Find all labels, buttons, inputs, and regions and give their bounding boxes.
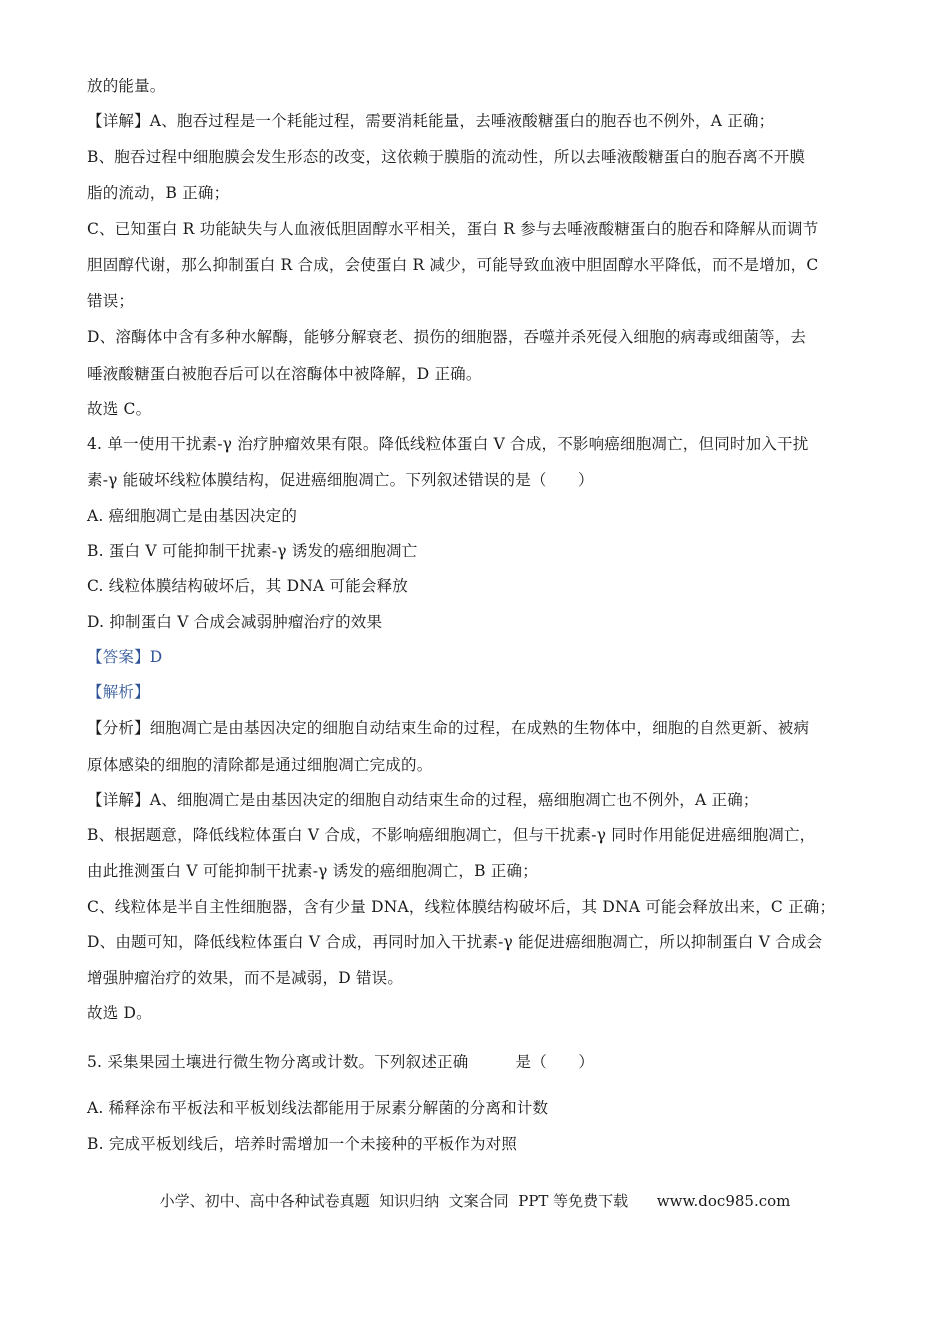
option-a: A. 癌细胞凋亡是由基因决定的 <box>87 507 298 525</box>
text-line: 胆固醇代谢，那么抑制蛋白 R 合成，会使蛋白 R 减少，可能导致血液中胆固醇水平降低，而不是增加，C <box>87 256 819 274</box>
text-line: C、已知蛋白 R 功能缺失与人血液低胆固醇水平相关，蛋白 R 参与去唾液酸糖蛋白的胞吞和降解从而调节 <box>87 220 819 238</box>
text-line: 故选 D。 <box>87 1004 152 1022</box>
text-line: D、由题可知，降低线粒体蛋白 V 合成，再同时加入干扰素-γ 能促进癌细胞凋亡，所以抑制蛋白 V 合成会 <box>87 933 823 951</box>
page-footer: 小学、初中、高中各种试卷真题 知识归纳 文案合同 PPT 等免费下载 www.doc985.com <box>159 1192 791 1210</box>
text-line: 【分析】细胞凋亡是由基因决定的细胞自动结束生命的过程，在成熟的生物体中，细胞的自然更新、被病 <box>87 719 810 737</box>
text-line: 错误； <box>87 292 135 310</box>
text-line: 唾液酸糖蛋白被胞吞后可以在溶酶体中被降解，D 正确。 <box>87 365 482 383</box>
option-d: D. 抑制蛋白 V 合成会减弱肿瘤治疗的效果 <box>87 613 383 631</box>
text-line: 增强肿瘤治疗的效果，而不是减弱，D 错误。 <box>87 969 404 987</box>
option-b: B. 完成平板划线后，培养时需增加一个未接种的平板作为对照 <box>87 1135 518 1153</box>
text-line: C、线粒体是半自主性细胞器，含有少量 DNA，线粒体膜结构破坏后，其 DNA 可能会释放出来，C 正确； <box>87 898 836 916</box>
text-line: 【详解】A、胞吞过程是一个耗能过程，需要消耗能量，去唾液酸糖蛋白的胞吞也不例外，A 正确； <box>87 112 775 130</box>
question-5-stem: 5. 采集果园土壤进行微生物分离或计数。下列叙述正确 是（ ） <box>87 1053 595 1071</box>
analysis-label: 【解析】 <box>87 683 150 701</box>
text-line: B、胞吞过程中细胞膜会发生形态的改变，这依赖于膜脂的流动性，所以去唾液酸糖蛋白的胞吞离不开膜 <box>87 148 806 166</box>
answer-label: 【答案】D <box>87 648 163 666</box>
text-line: 【详解】A、细胞凋亡是由基因决定的细胞自动结束生命的过程，癌细胞凋亡也不例外，A 正确； <box>87 791 759 809</box>
text-line: 由此推测蛋白 V 可能抑制干扰素-γ 诱发的癌细胞凋亡，B 正确； <box>87 862 538 880</box>
question-4-stem: 4. 单一使用干扰素-γ 治疗肿瘤效果有限。降低线粒体蛋白 V 合成，不影响癌细胞凋亡，但同时加入干扰 <box>87 435 809 453</box>
text-line: 故选 C。 <box>87 400 152 418</box>
text-line: 原体感染的细胞的清除都是通过细胞凋亡完成的。 <box>87 756 433 774</box>
text-line: 脂的流动，B 正确； <box>87 184 230 202</box>
text-line: 放的能量。 <box>87 77 166 95</box>
option-c: C. 线粒体膜结构破坏后，其 DNA 可能会释放 <box>87 577 408 595</box>
text-line: B、根据题意，降低线粒体蛋白 V 合成，不影响癌细胞凋亡，但与干扰素-γ 同时作用能促进癌细胞凋亡， <box>87 826 816 844</box>
option-b: B. 蛋白 V 可能抑制干扰素-γ 诱发的癌细胞凋亡 <box>87 542 418 560</box>
option-a: A. 稀释涂布平板法和平板划线法都能用于尿素分解菌的分离和计数 <box>87 1099 549 1117</box>
text-line: D、溶酶体中含有多种水解酶，能够分解衰老、损伤的细胞器，吞噬并杀死侵入细胞的病毒或细菌等，去 <box>87 328 807 346</box>
question-4-stem: 素-γ 能破坏线粒体膜结构，促进癌细胞凋亡。下列叙述错误的是（ ） <box>87 471 594 489</box>
